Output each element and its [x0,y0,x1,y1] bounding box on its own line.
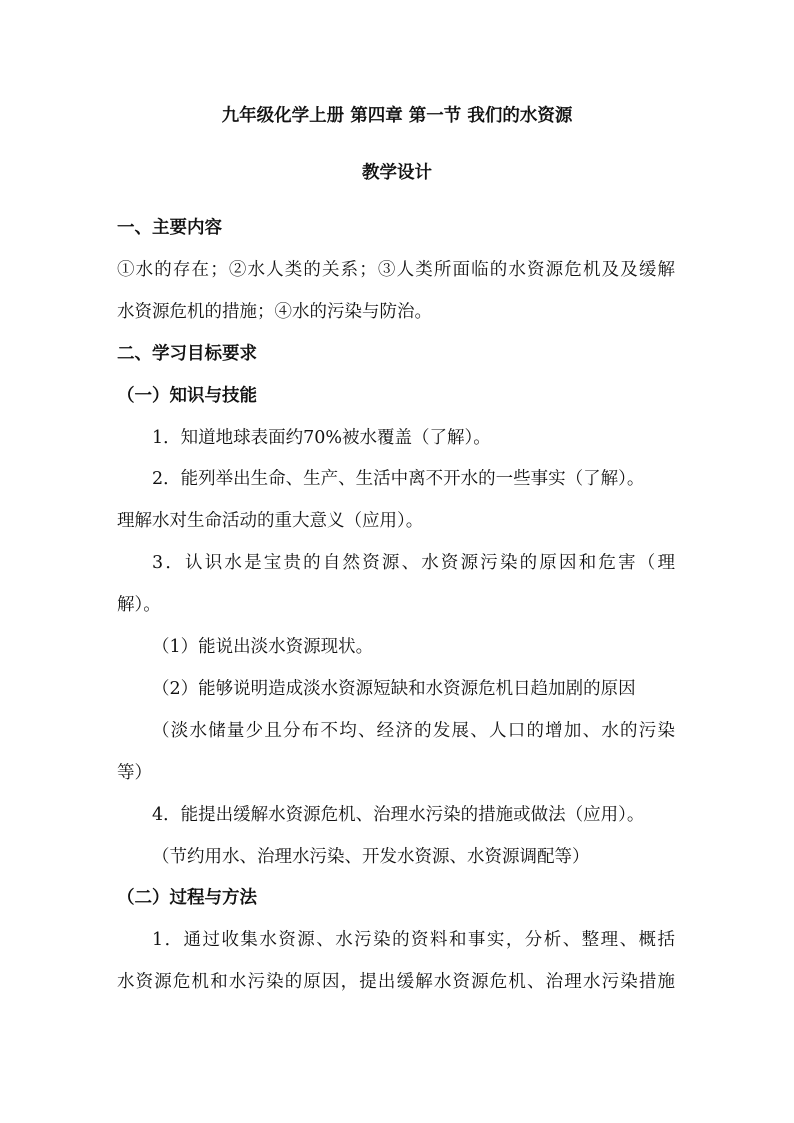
knowledge-item-2-line-1: 2．能列举出生命、生产、生活中离不开水的一些事实（了解）。 [152,469,645,489]
section-heading-learning-goals: 二、学习目标要求 [117,344,257,364]
subsection-heading-process: （二）过程与方法 [117,888,257,908]
document-subtitle: 教学设计 [362,163,432,183]
main-content-line-1: ①水的存在；②水人类的关系；③人类所面临的水资源危机及及缓解 [117,260,675,280]
knowledge-item-4-line-1: 4．能提出缓解水资源危机、治理水污染的措施或做法（应用）。 [152,805,645,825]
subsection-heading-knowledge: （一）知识与技能 [117,386,257,406]
knowledge-item-4-line-2: （节约用水、治理水污染、开发水资源、水资源调配等） [152,847,590,867]
knowledge-item-3-line-2: 解）。 [117,595,161,615]
knowledge-item-1: 1．知道地球表面约70%被水覆盖（了解）。 [152,428,491,448]
process-item-1-line-2: 水资源危机和水污染的原因，提出缓解水资源危机、治理水污染措施 [117,972,675,992]
knowledge-item-3-line-1: 3．认识水是宝贵的自然资源、水资源污染的原因和危害（理 [152,553,675,573]
process-item-1-line-1: 1．通过收集水资源、水污染的资料和事实，分析、整理、概括 [152,930,675,950]
document-title: 九年级化学上册 第四章 第一节 我们的水资源 [221,106,573,126]
section-heading-main-content: 一、主要内容 [117,218,222,238]
knowledge-sub-1: （1）能说出淡水资源现状。 [152,637,374,657]
knowledge-sub-2-line-2: （淡水储量少且分布不均、经济的发展、人口的增加、水的污染 [152,721,675,741]
knowledge-item-2-line-2: 理解水对生命活动的重大意义（应用）。 [117,511,424,531]
main-content-line-2: 水资源危机的措施；④水的污染与防治。 [117,302,432,322]
knowledge-sub-2-line-3: 等） [117,763,152,783]
knowledge-sub-2-line-1: （2）能够说明造成淡水资源短缺和水资源危机日趋加剧的原因 [152,679,636,699]
